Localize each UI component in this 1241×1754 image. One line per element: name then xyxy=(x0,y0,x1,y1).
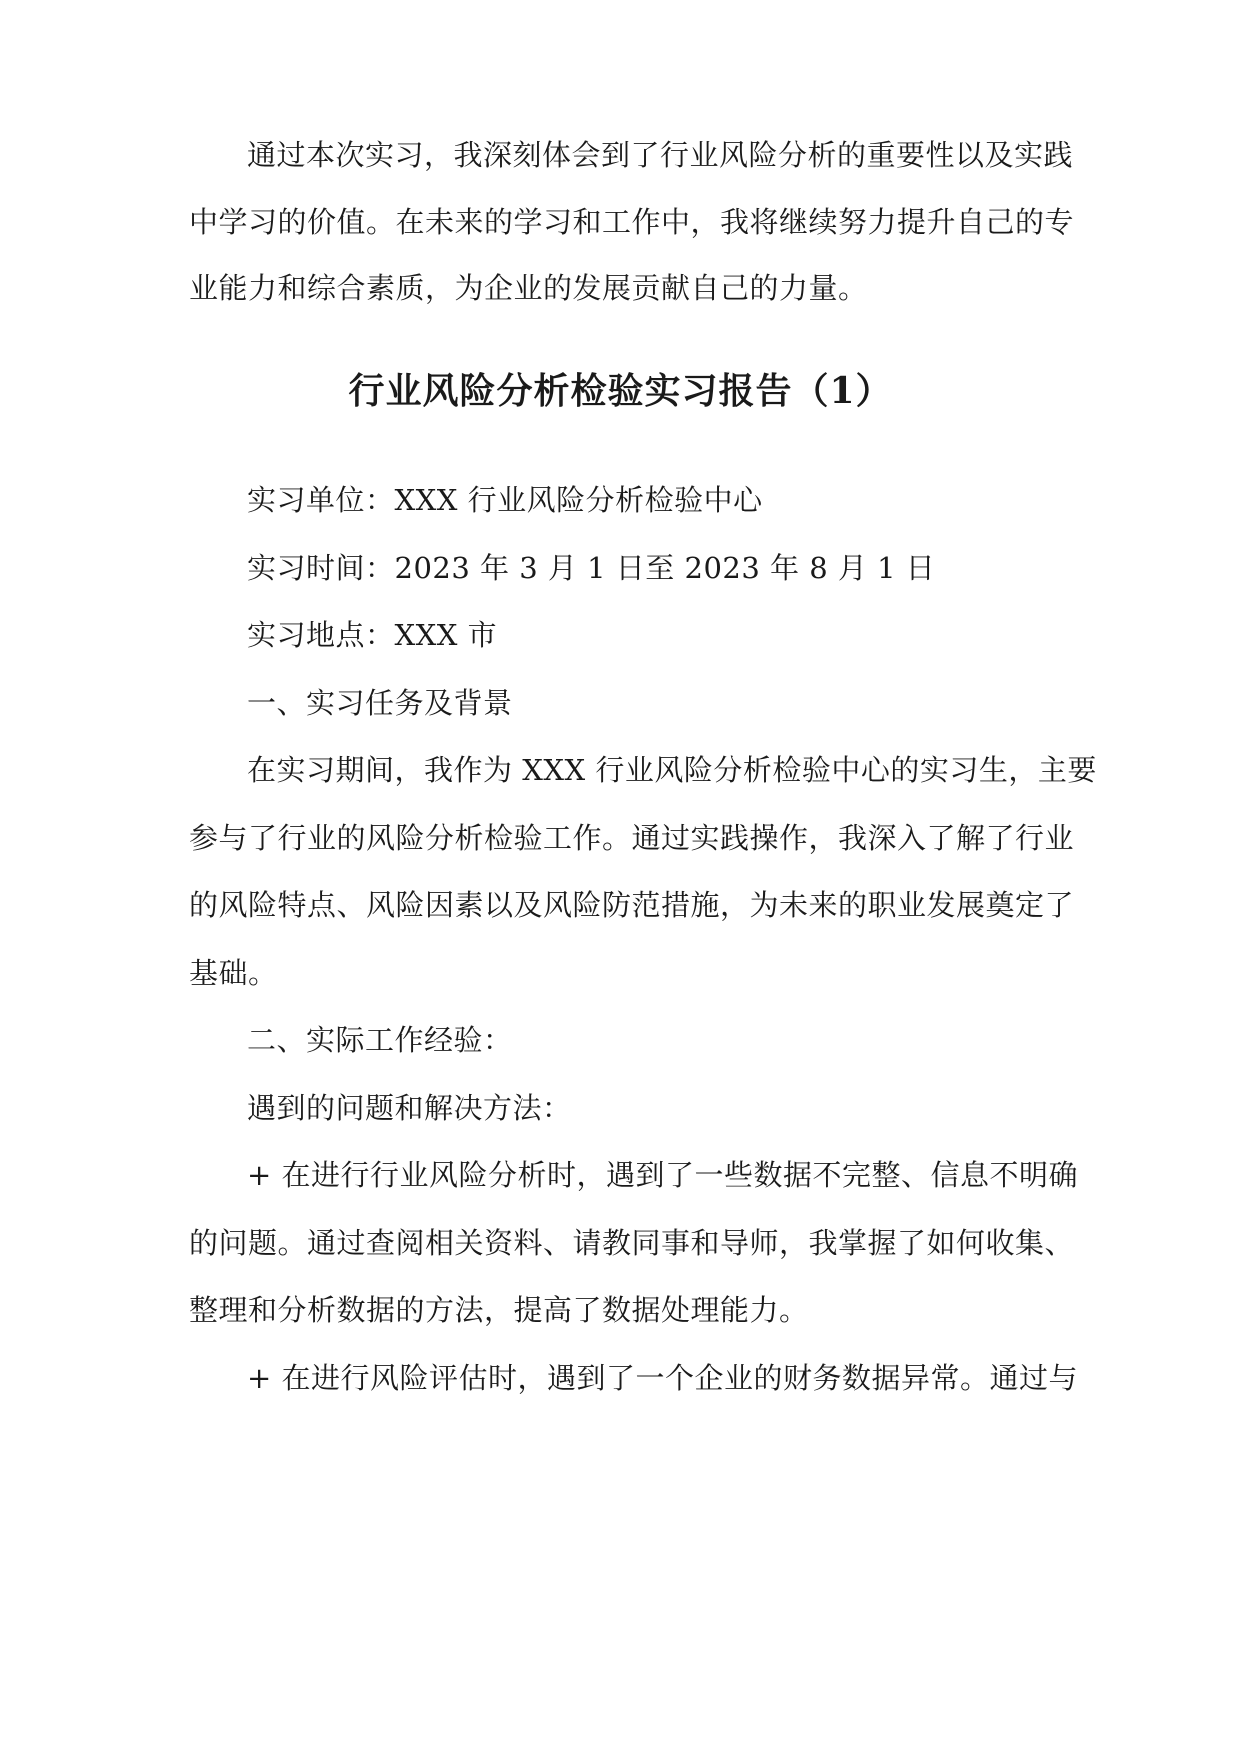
info-unit: 实习单位：XXX 行业风险分析检验中心 xyxy=(247,483,763,517)
intro-line-1: 通过本次实习，我深刻体会到了行业风险分析的重要性以及实践 xyxy=(247,138,1074,172)
item1-line-2: 的问题。通过查阅相关资料、请教同事和导师，我掌握了如何收集、 xyxy=(189,1226,1075,1260)
info-time: 实习时间：2023 年 3 月 1 日至 2023 年 8 月 1 日 xyxy=(247,551,936,585)
section1-line-4: 基础。 xyxy=(189,956,278,990)
intro-line-2: 中学习的价值。在未来的学习和工作中，我将继续努力提升自己的专 xyxy=(189,205,1075,239)
section1-line-2: 参与了行业的风险分析检验工作。通过实践操作，我深入了解了行业 xyxy=(189,821,1075,855)
section2-subheading: 遇到的问题和解决方法： xyxy=(247,1091,572,1125)
info-location: 实习地点：XXX 市 xyxy=(247,618,498,652)
section1-heading: 一、实习任务及背景 xyxy=(247,686,513,720)
section1-line-3: 的风险特点、风险因素以及风险防范措施，为未来的职业发展奠定了 xyxy=(189,888,1075,922)
section2-heading: 二、实际工作经验： xyxy=(247,1023,513,1057)
item1-line-3: 整理和分析数据的方法，提高了数据处理能力。 xyxy=(189,1293,809,1327)
section1-line-1: 在实习期间，我作为 XXX 行业风险分析检验中心的实习生，主要 xyxy=(247,753,1097,787)
report-title: 行业风险分析检验实习报告（1） xyxy=(348,370,893,412)
intro-line-3: 业能力和综合素质，为企业的发展贡献自己的力量。 xyxy=(189,271,868,305)
item1-line-1: + 在进行行业风险分析时，遇到了一些数据不完整、信息不明确 xyxy=(247,1158,1079,1192)
item2-line-1: + 在进行风险评估时，遇到了一个企业的财务数据异常。通过与 xyxy=(247,1361,1079,1395)
